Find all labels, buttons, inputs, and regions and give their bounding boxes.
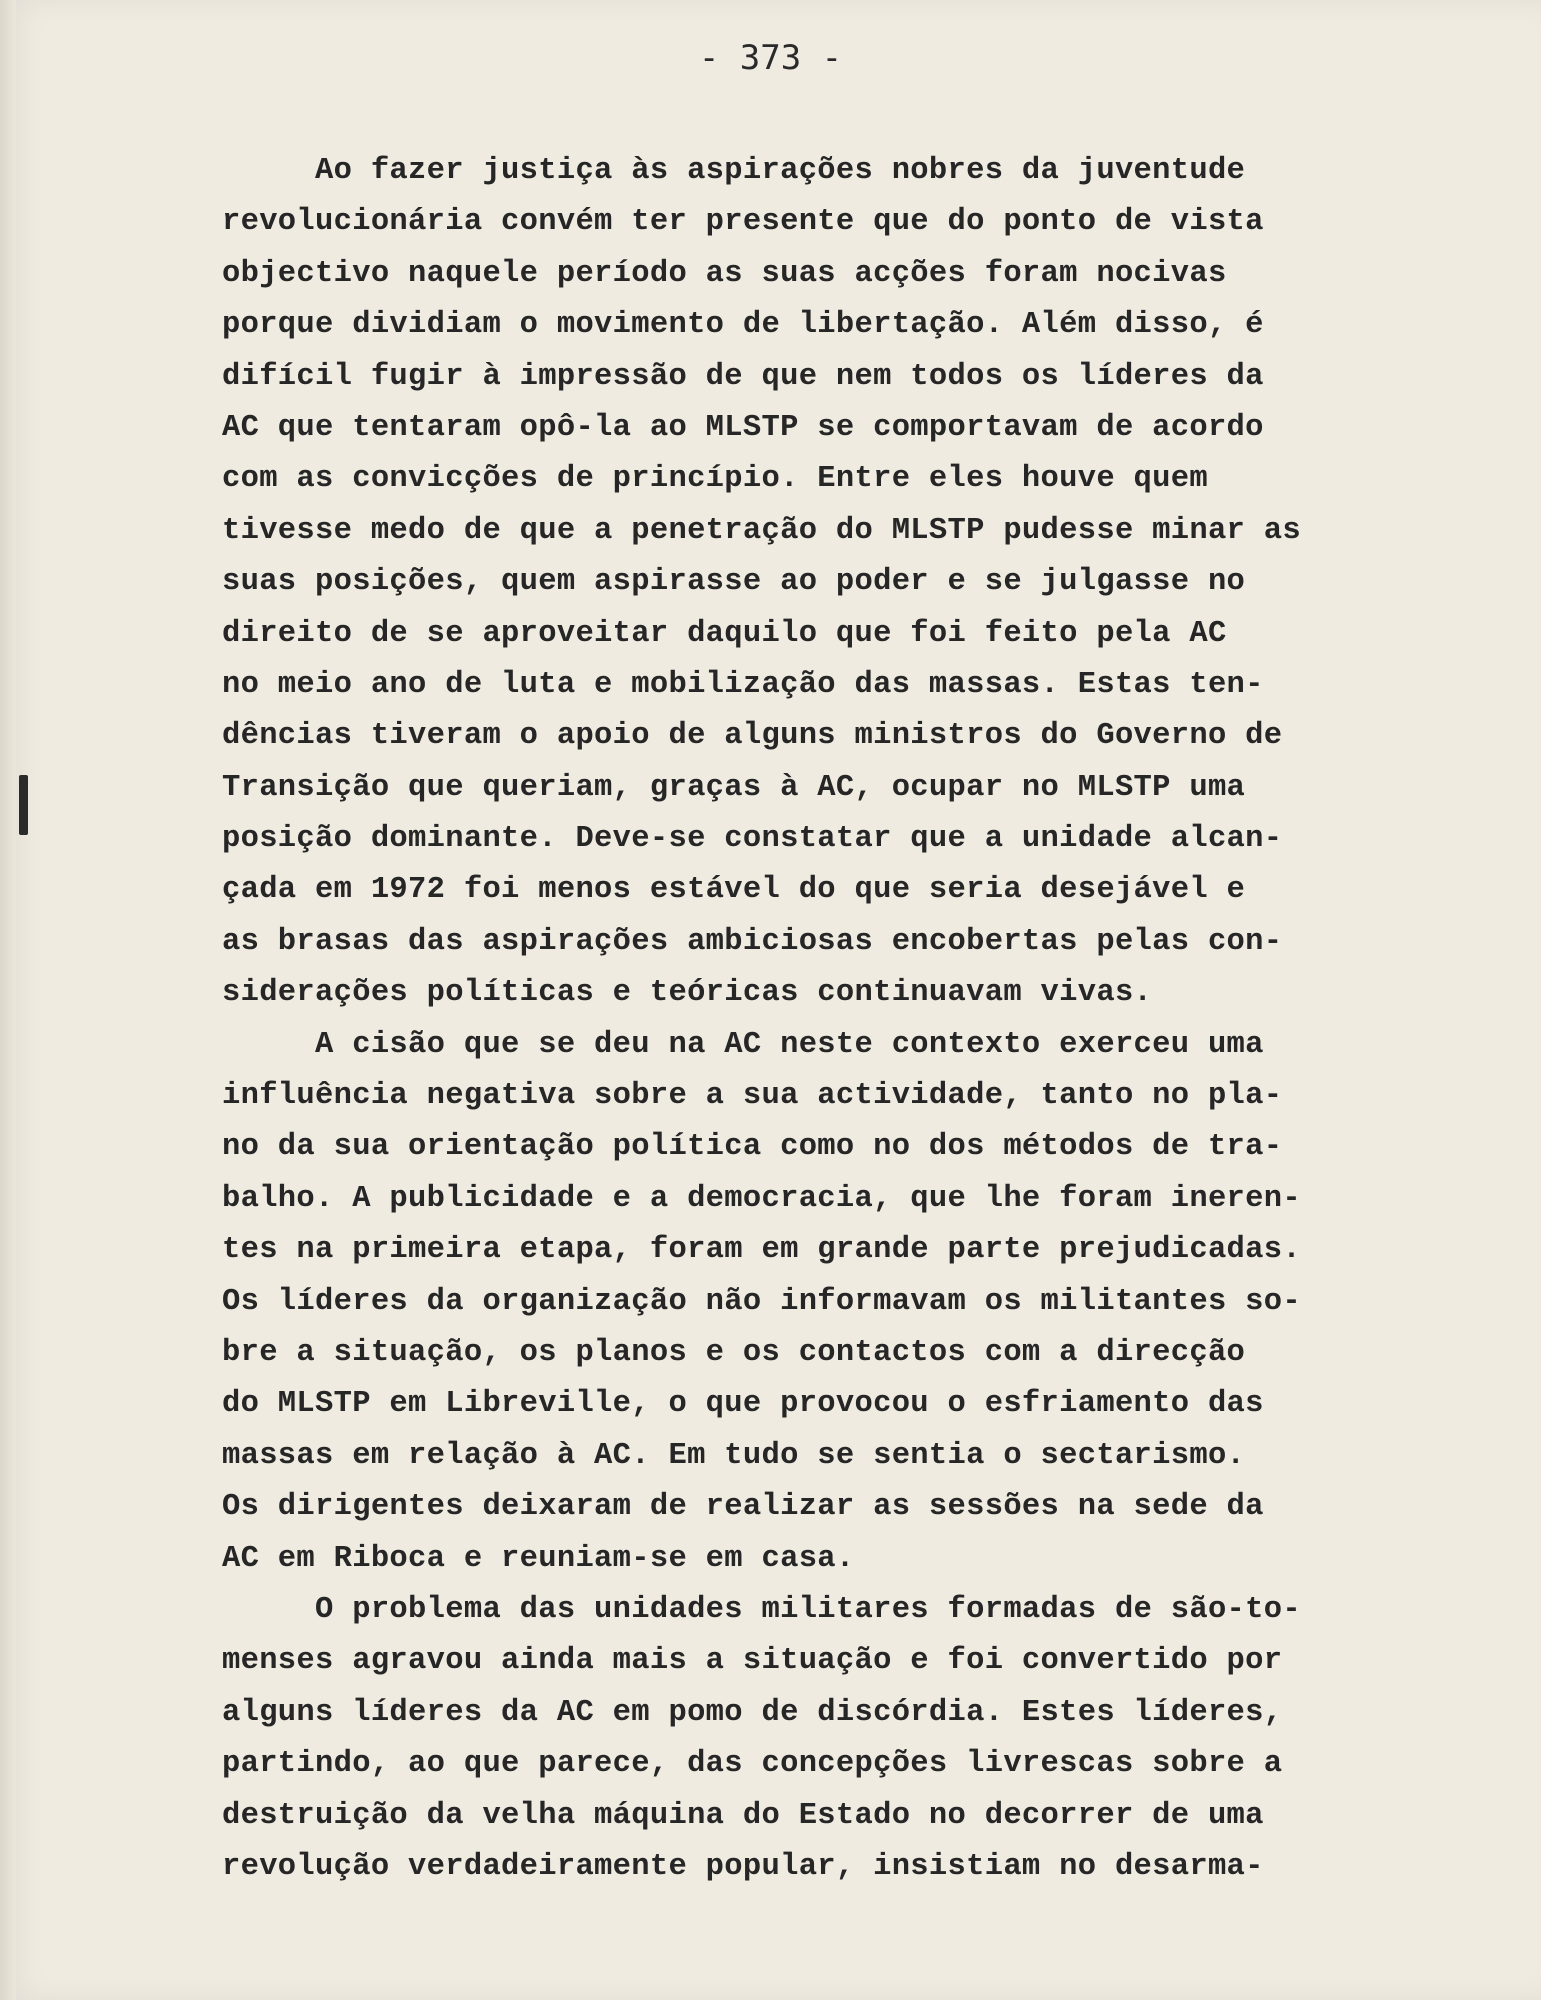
text-line: difícil fugir à impressão de que nem todos os líderes da [222, 359, 1264, 394]
text-line: partindo, ao que parece, das concepções livrescas sobre a [222, 1747, 1283, 1782]
text-line: menses agravou ainda mais a situação e foi convertido por [222, 1644, 1283, 1679]
text-line: revolução verdadeiramente popular, insistiam no desarma- [222, 1849, 1264, 1884]
text-line: destruição da velha máquina do Estado no decorrer de uma [222, 1798, 1264, 1833]
text-line: massas em relação à AC. Em tudo se sentia o sectarismo. [222, 1438, 1246, 1473]
text-line: dências tiveram o apoio de alguns ministros do Governo de [222, 719, 1283, 754]
page-binding-edge [0, 0, 16, 2000]
text-line: posição dominante. Deve-se constatar que a unidade alcan- [222, 822, 1283, 857]
text-line: Os dirigentes deixaram de realizar as sessões na sede da [222, 1490, 1264, 1525]
text-line: tivesse medo de que a penetração do MLSTP pudesse minar as [222, 513, 1301, 548]
text-line: AC que tentaram opô-la ao MLSTP se comportavam de acordo [222, 410, 1264, 445]
text-line: influência negativa sobre a sua actividade, tanto no pla- [222, 1079, 1283, 1114]
text-line: Ao fazer justiça às aspirações nobres da juventude [222, 154, 1246, 188]
paragraph [222, 1020, 1462, 1585]
text-line: siderações políticas e teóricas continuavam vivas. [222, 976, 1153, 1011]
text-line: O problema das unidades militares formadas de são-to- [222, 1592, 1301, 1627]
page-number: - 373 - [698, 38, 843, 78]
text-line: objectivo naquele período as suas acções foram nocivas [222, 256, 1227, 291]
text-line: suas posições, quem aspirasse ao poder e se julgasse no [222, 565, 1246, 600]
text-line: com as convicções de princípio. Entre eles houve quem [222, 462, 1208, 497]
text-line: Os líderes da organização não informavam os militantes so- [222, 1284, 1301, 1319]
paragraph [222, 1585, 1462, 1893]
text-line: no meio ano de luta e mobilização das massas. Estas ten- [222, 667, 1264, 702]
paragraph [222, 146, 1462, 1020]
text-line: tes na primeira etapa, foram em grande parte prejudicadas. [222, 1233, 1301, 1268]
text-line: AC em Riboca e reuniam-se em casa. [222, 1541, 855, 1576]
text-line: Transição que queriam, graças à AC, ocupar no MLSTP uma [222, 770, 1246, 805]
margin-mark [19, 775, 28, 835]
text-line: A cisão que se deu na AC neste contexto exerceu uma [222, 1027, 1264, 1062]
text-line: revolucionária convém ter presente que do ponto de vista [222, 205, 1264, 240]
text-line: no da sua orientação política como no dos métodos de tra- [222, 1130, 1283, 1165]
text-line: as brasas das aspirações ambiciosas encobertas pelas con- [222, 924, 1283, 959]
text-line: porque dividiam o movimento de libertação. Além disso, é [222, 308, 1264, 343]
text-line: do MLSTP em Libreville, o que provocou o esfriamento das [222, 1387, 1264, 1422]
text-line: alguns líderes da AC em pomo de discórdia. Estes líderes, [222, 1695, 1283, 1730]
body-text [222, 146, 1462, 1893]
text-line: çada em 1972 foi menos estável do que seria desejável e [222, 873, 1246, 908]
text-line: direito de se aproveitar daquilo que foi feito pela AC [222, 616, 1227, 651]
text-line: balho. A publicidade e a democracia, que lhe foram ineren- [222, 1181, 1301, 1216]
text-line: bre a situação, os planos e os contactos com a direcção [222, 1335, 1246, 1370]
